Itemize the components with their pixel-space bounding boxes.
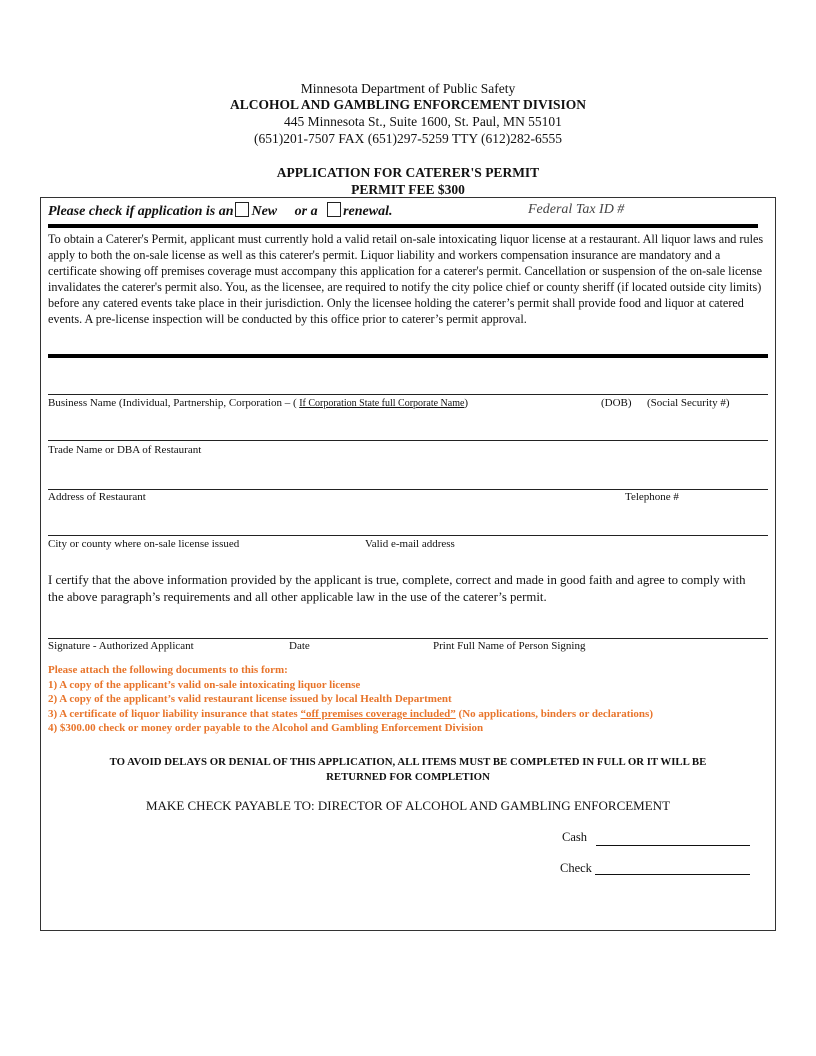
city-county-label: City or county where on-sale license issued [48,538,240,550]
print-name-label: Print Full Name of Person Signing [433,640,586,652]
business-name-close: ) [464,397,469,409]
form-title: APPLICATION FOR CATERER'S PERMIT [276,165,540,180]
email-label: Valid e-mail address [365,538,455,550]
attachment-item-3-suffix: (No applications, binders or declarations) [455,708,653,720]
dob-label: (DOB) [601,397,632,409]
telephone-label: Telephone # [625,491,679,503]
attachment-item-3 [48,708,653,720]
business-name-input[interactable] [48,394,768,395]
attachment-item-3-emphasis: “off premises coverage included” [300,708,456,720]
attachments-heading: Please attach the following documents to this form: [48,664,288,676]
new-label: New [251,204,278,219]
business-name-text: Business Name (Individual, Partnership, Corporation – ( [48,397,297,409]
attachment-item-4: 4) $300.00 check or money order payable to the Alcohol and Gambling Enforcement Division [48,722,484,734]
cash-input[interactable] [596,845,750,846]
check-label: Check [560,861,592,875]
federal-tax-id-input[interactable] [610,216,760,217]
cash-label: Cash [562,830,587,844]
signature-input[interactable] [48,638,768,639]
division-address: 445 Minnesota St., Suite 1600, St. Paul, MN 55101 [284,114,562,129]
attachment-item-3-prefix: 3) A certificate of liquor liability insurance that states [48,708,301,720]
warning-line-1: TO AVOID DELAYS OR DENIAL OF THIS APPLICATION, ALL ITEMS MUST BE COMPLETED IN FULL OR IT WILL BE [109,756,707,768]
or-label: or a [294,204,318,219]
divider-middle [48,354,768,358]
division-name: ALCOHOL AND GAMBLING ENFORCEMENT DIVISION [229,97,587,112]
permit-fee: PERMIT FEE $300 [351,182,465,197]
intro-paragraph: To obtain a Caterer's Permit, applicant must currently hold a valid retail on-sale intoxicating liquor license at a restaurant. All liquor laws and rules apply to both the on-sale license as well as this caterer's permit. Liquor liability and workers compensation insurance are mandatory and a certificate showing off premises coverage must accompany this application for a caterer's permit. Cancellation or suspension of the on-sale license invalidates the caterer's permit also. You, as the licensee, are required to notify the city police chief or county sheriff (if located outside city limits) before any catered events take place in their jurisdiction. Only the licensee holding the caterer’s permit shall provide food and liquor at catered events. A pre-license inspection will be conducted by this office prior to caterer’s permit approval. [48,232,764,326]
attachment-item-2: 2) A copy of the applicant’s valid restaurant license issued by local Health Department [48,693,452,705]
federal-tax-id-label: Federal Tax ID # [528,202,625,217]
application-type-prefix: Please check if application is an [48,204,234,219]
city-county-input[interactable] [48,535,768,536]
signature-label: Signature - Authorized Applicant [48,640,194,652]
department-name: Minnesota Department of Public Safety [300,81,516,96]
new-checkbox[interactable] [235,202,249,217]
divider-top [48,224,758,228]
attachment-item-1: 1) A copy of the applicant’s valid on-sale intoxicating liquor license [48,679,361,691]
division-phones: (651)201-7507 FAX (651)297-5259 TTY (612)282-6555 [254,131,562,146]
application-type-row [48,202,393,220]
corporate-name-note: If Corporation State full Corporate Name [299,398,465,409]
trade-name-input[interactable] [48,440,768,441]
renewal-label: renewal. [343,204,393,219]
renewal-checkbox[interactable] [327,202,341,217]
payable-instruction: MAKE CHECK PAYABLE TO: DIRECTOR OF ALCOHOL AND GAMBLING ENFORCEMENT [145,798,671,813]
date-label: Date [289,640,310,652]
address-label: Address of Restaurant [48,491,146,503]
business-name-label [48,397,468,409]
certification-text: I certify that the above information provided by the applicant is true, complete, correct and made in good faith and agree to comply with the above paragraph’s requirements and all other applicable law in the use of the caterer’s permit. [48,573,746,604]
check-input[interactable] [595,874,750,875]
address-input[interactable] [48,489,768,490]
ssn-label: (Social Security #) [647,397,730,409]
warning-line-2: RETURNED FOR COMPLETION [326,771,490,783]
trade-name-label: Trade Name or DBA of Restaurant [48,444,202,456]
